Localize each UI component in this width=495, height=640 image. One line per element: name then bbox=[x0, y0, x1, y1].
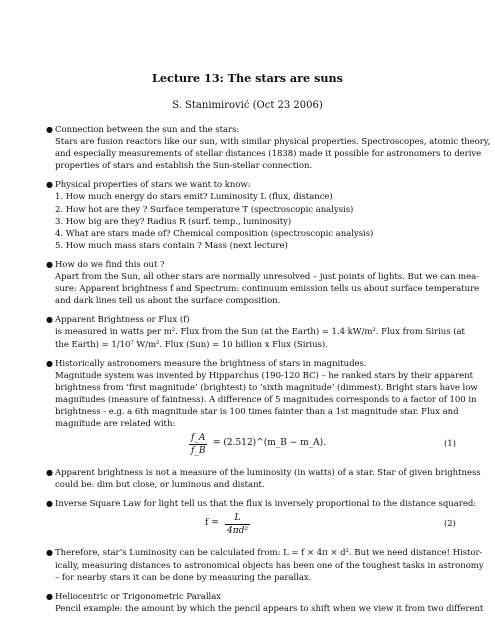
text-line: and dark lines tell us about the surface composition. bbox=[55, 296, 281, 307]
text-line: magnitudes (measure of faintness). A difference of 5 magnitudes corresponds to a factor of 100 in bbox=[55, 394, 477, 405]
bullet-item bbox=[46, 591, 484, 615]
text-line: Connection between the sun and the stars: bbox=[55, 125, 240, 135]
text-line: Inverse Square Law for light tell us that the flux is inversely proportional to the distance squared: bbox=[55, 499, 477, 510]
text-line: brightness from ‘first magnitude’ (brightest) to ‘sixth magnitude’ (dimmest). Bright stars have low bbox=[55, 382, 478, 393]
text-line: Apart from the Sun, all other stars are normally unresolved – just points of lights. But we can mea- bbox=[55, 272, 480, 283]
equation-1 bbox=[55, 432, 456, 460]
text-line: ically, measuring distances to astronomical objects has been one of the toughest tasks in astronomy bbox=[55, 560, 484, 571]
bullet-item bbox=[46, 547, 484, 583]
text-line: Apparent brightness is not a measure of the luminosity (in watts) of a star. Star of given brightness bbox=[55, 468, 481, 479]
text-line: Heliocentric or Trigonometric Parallax bbox=[55, 591, 222, 602]
text-line: Therefore, star’s Luminosity can be calculated from: L = f × 4π × d². But we need distance! Histor- bbox=[55, 548, 483, 559]
text-line: and especially measurements of stellar distances (1838) made it possible for astronomers to derive bbox=[55, 149, 482, 160]
text-line: the Earth) = 1/10⁷ W/m². Flux (Sun) = 10 billion x Flux (Sirius). bbox=[55, 339, 328, 350]
text-line: brightness - e.g. a 6th magnitude star is 100 times fainter than a 1st magnitude star. Flux and bbox=[55, 406, 459, 417]
page-title: Lecture 13: The stars are suns bbox=[152, 71, 343, 85]
text-line: magnitude are related with: bbox=[55, 419, 176, 430]
text-line: is measured in watts per m². Flux from the Sun (at the Earth) = 1.4 kW/m². Flux from Sirius (at bbox=[55, 327, 465, 338]
bullet-icon: ● bbox=[46, 125, 53, 134]
bullet-icon: ● bbox=[46, 180, 53, 190]
bullet-icon: ● bbox=[46, 591, 53, 601]
text-line: 4. What are stars made of? Chemical composition (spectroscopic analysis) bbox=[55, 228, 374, 239]
fraction-denominator: f_B bbox=[191, 446, 206, 457]
equation-2 bbox=[55, 512, 456, 540]
text-line: Apparent Brightness or Flux (f) bbox=[55, 315, 190, 326]
equation-number: (2) bbox=[443, 519, 456, 530]
fraction-numerator: f_A bbox=[191, 433, 206, 444]
equation-rhs: = (2.512)^(m_B − m_A). bbox=[213, 438, 327, 449]
bullet-icon: ● bbox=[46, 468, 53, 478]
bullet-list bbox=[46, 124, 491, 622]
text-line: 3. How big are they? Radius R (surf. temp., luminosity) bbox=[55, 216, 292, 227]
text-line: 5. How much mass stars contain ? Mass (next lecture) bbox=[55, 240, 288, 251]
text-line: How do we find this out ? bbox=[55, 259, 165, 270]
text-line: properties of stars and establish the Sun-stellar connection. bbox=[55, 161, 313, 172]
text-line: 1. How much energy do stars emit? Luminosity L (flux, distance) bbox=[55, 192, 333, 203]
bullet-item bbox=[46, 498, 477, 540]
bullet-icon: ● bbox=[46, 358, 53, 368]
fraction-denominator: 4πd² bbox=[227, 526, 249, 537]
equation-number: (1) bbox=[443, 439, 456, 450]
inverse-square-fraction bbox=[225, 512, 250, 537]
bullet-icon: ● bbox=[46, 259, 53, 269]
bullet-item bbox=[46, 358, 478, 461]
equation-lhs: f = bbox=[205, 518, 219, 529]
bullet-item bbox=[46, 259, 480, 307]
bullet-item bbox=[46, 179, 456, 252]
text-line: Pencil example: the amount by which the pencil appears to shift when we view it from two different bbox=[55, 603, 484, 614]
text-line: 2. How hot are they ? Surface temperature T (spectroscopic analysis) bbox=[55, 204, 354, 215]
bullet-item bbox=[46, 467, 481, 491]
text-line: Historically astronomers measure the brightness of stars in magnitudes. bbox=[55, 358, 367, 369]
text-line: – for nearby stars it can be done by measuring the parallax. bbox=[55, 572, 312, 583]
text-line: Physical properties of stars we want to know: bbox=[55, 180, 251, 191]
text-line: could be: dim but close, or luminous and distant. bbox=[55, 480, 265, 491]
bullet-icon: ● bbox=[46, 499, 53, 509]
bullet-icon: ● bbox=[46, 548, 53, 558]
flux-ratio-fraction bbox=[189, 432, 207, 457]
text-line: sure: Apparent brightness f and Spectrum: continuum emission tells us about surface temperature bbox=[55, 284, 480, 295]
fraction-numerator: L bbox=[234, 513, 241, 524]
text-line: Magnitude system was invented by Hipparchus (190-120 BC) – he ranked stars by their apparent bbox=[55, 370, 473, 381]
bullet-item bbox=[46, 314, 465, 350]
text-line: Stars are fusion reactors like our sun, with similar physical properties. Spectroscopes, atomic theory, bbox=[55, 137, 491, 148]
bullet-icon: ● bbox=[46, 315, 53, 325]
bullet-item bbox=[46, 124, 491, 172]
author-line: S. Stanimirović (Oct 23 2006) bbox=[172, 100, 323, 111]
